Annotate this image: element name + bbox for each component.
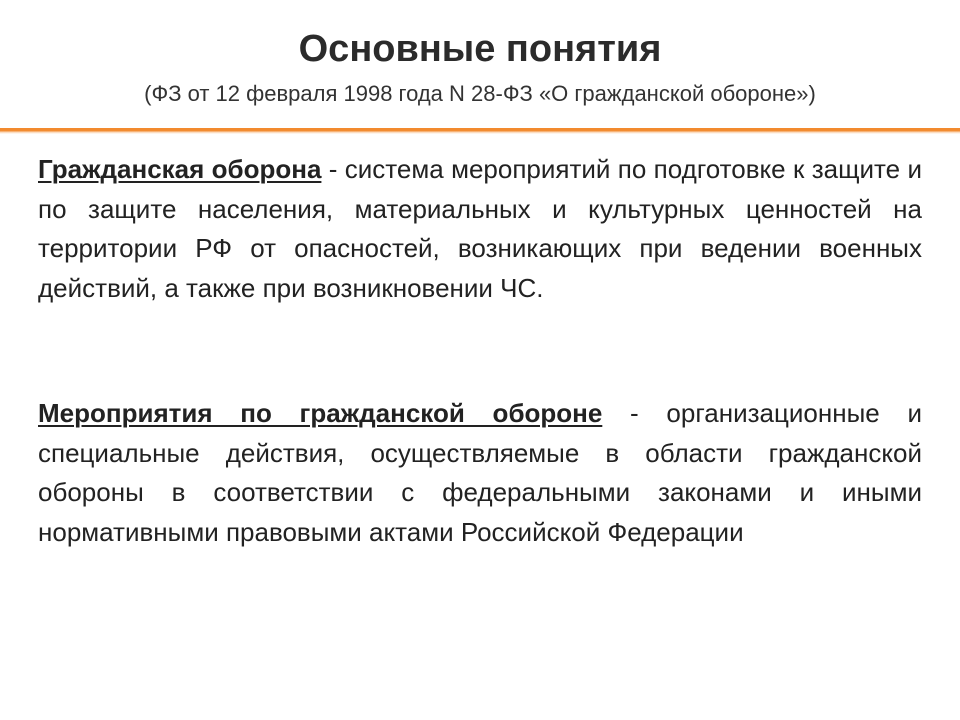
slide-subtitle: (ФЗ от 12 февраля 1998 года N 28-ФЗ «О гражданской обороне») [144, 81, 816, 106]
slide-title: Основные понятия [298, 28, 662, 70]
definition-civil-defense [38, 150, 922, 308]
definition-civil-defense-measures [38, 394, 922, 552]
title-divider [0, 128, 960, 134]
definition-text: - система мероприятий по подготовке к защите и по защите населения, материальных и культурных ценностей на территории РФ от опасностей, возникающих при ведении военных действий, а также при возникновении ЧС. [38, 154, 922, 303]
definition-term: Мероприятия по гражданской обороне [38, 398, 603, 428]
definition-text: - организационные и специальные действия, осуществляемые в области гражданской обороны в соответствии с федеральными законами и иными нормативными правовыми актами Российской Федерации [38, 398, 922, 547]
definition-term: Гражданская оборона [38, 154, 322, 184]
